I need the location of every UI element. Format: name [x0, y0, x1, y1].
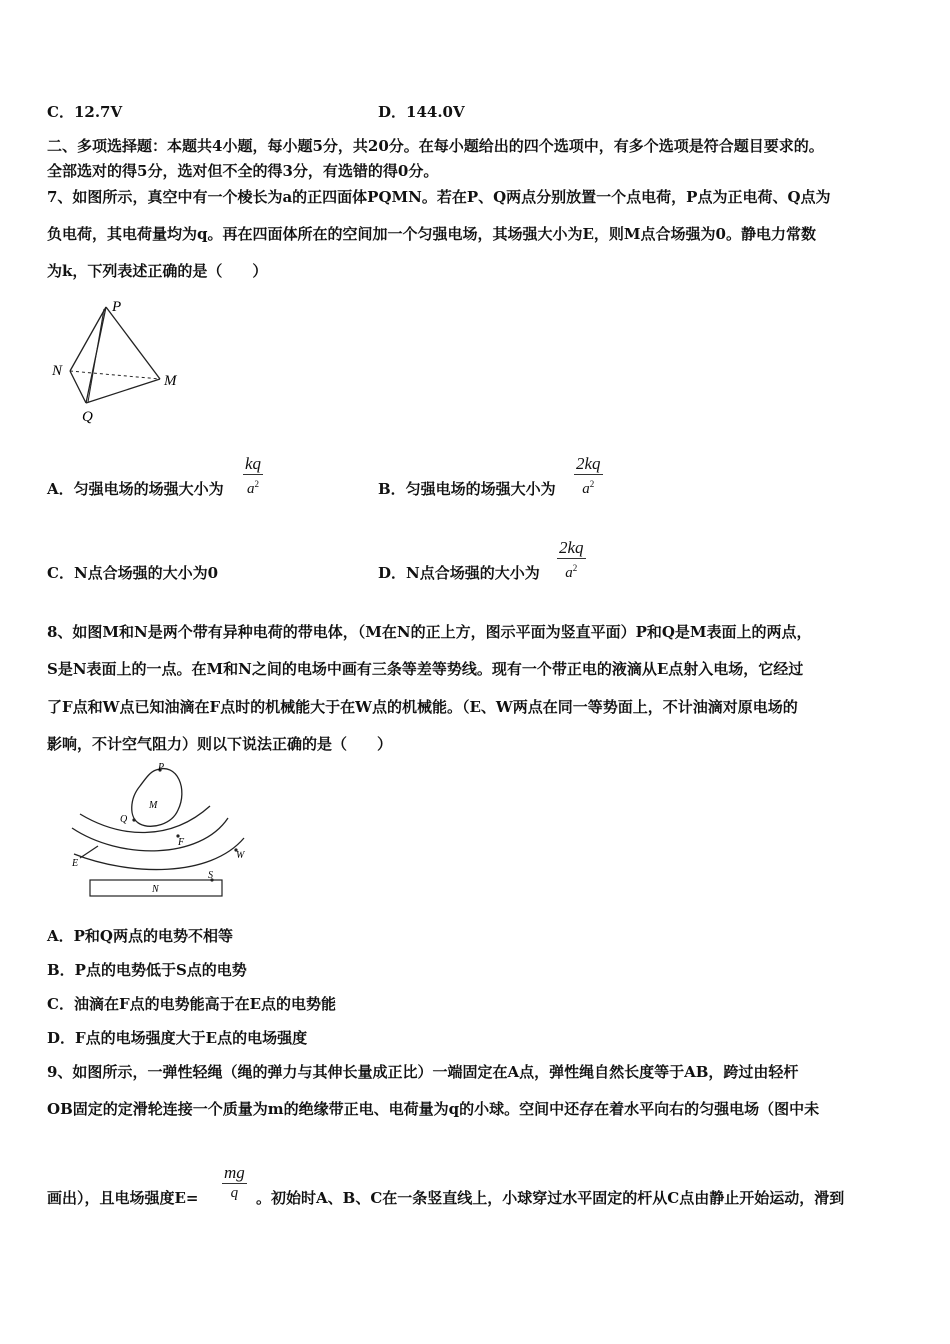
q7-tetrahedron-figure	[48, 293, 188, 428]
q8-stem-line1: 8、如图M和N是两个带有异种电荷的带电体，（M在N的正上方，图示平面为竖直平面）P和Q是M表面上的两点，	[47, 623, 812, 641]
q8-label-w: W	[236, 850, 245, 861]
section2-heading: 二、多项选择题：本题共4小题，每小题5分，共20分。在每小题给出的四个选项中，有多个选项是符合题目要求的。	[47, 137, 824, 155]
q7-label-p: P	[112, 299, 122, 315]
q7-option-c: C．N点合场强的大小为0	[47, 564, 219, 582]
q6-option-c: C．12.7V	[47, 103, 123, 121]
q7-label-q: Q	[82, 409, 93, 425]
section2-rule: 全部选对的得5分，选对但不全的得3分，有选错的得0分。	[47, 162, 439, 180]
q8-label-s: S	[208, 870, 213, 881]
q8-label-q: Q	[120, 814, 128, 825]
q8-label-m: M	[149, 800, 158, 811]
q6-option-d: D．144.0V	[378, 103, 465, 121]
q7-stem-line2: 负电荷，其电荷量均为q。再在四面体所在的空间加一个匀强电场，其场强大小为E，则M点合场强为0。静电力常数	[47, 225, 816, 243]
q7-option-b: B．匀强电场的场强大小为	[378, 480, 556, 498]
q8-label-e: E	[72, 858, 79, 869]
q9-stem-line3-pre: 画出），且电场强度E=	[47, 1189, 199, 1207]
q7-option-d-fraction: 2kq $a^2$	[559, 538, 584, 581]
q7-label-m: M	[164, 373, 177, 389]
q8-stem-line2: S是N表面上的一点。在M和N之间的电场中画有三条等差等势线。现有一个带正电的液滴从E点射入电场，它经过	[47, 660, 804, 678]
q7-label-n: N	[52, 363, 63, 379]
q7-stem-line1: 7、如图所示，真空中有一个棱长为a的正四面体PQMN。若在P、Q两点分别放置一个点电荷，P点为正电荷、Q点为	[47, 188, 831, 206]
q8-label-p: P	[158, 762, 165, 773]
q9-field-fraction: mg q	[224, 1163, 245, 1201]
q9-stem-line2: OB固定的定滑轮连接一个质量为m的绝缘带正电、电荷量为q的小球。空间中还存在着水平向右的匀强电场（图中未	[47, 1100, 820, 1118]
q7-option-d: D．N点合场强的大小为	[378, 564, 540, 582]
q8-option-d: D．F点的电场强度大于E点的电场强度	[47, 1029, 308, 1047]
q8-stem-line4: 影响，不计空气阻力）则以下说法正确的是（ ）	[47, 735, 393, 753]
q7-option-b-fraction: 2kq $a^2$	[576, 454, 601, 497]
q8-stem-line3: 了F点和W点已知油滴在F点时的机械能大于在W点的机械能。（E、W两点在同一等势面上，不计油滴对原电场的	[47, 698, 798, 716]
q8-option-a: A．P和Q两点的电势不相等	[47, 927, 233, 945]
q8-option-b: B．P点的电势低于S点的电势	[47, 961, 247, 979]
q8-equipotential-figure	[60, 758, 270, 903]
q8-label-f: F	[178, 837, 185, 848]
q8-label-n: N	[152, 884, 159, 895]
q8-option-c: C．油滴在F点的电势能高于在E点的电势能	[47, 995, 337, 1013]
q9-stem-line3-post: 。初始时A、B、C在一条竖直线上，小球穿过水平固定的杆从C点由静止开始运动，滑到	[256, 1189, 845, 1207]
q7-option-a-fraction: kq $a^2$	[245, 454, 262, 497]
q9-stem-line1: 9、如图所示，一弹性轻绳（绳的弹力与其伸长量成正比）一端固定在A点，弹性绳自然长度等于AB，跨过由轻杆	[47, 1063, 799, 1081]
q7-stem-line3: 为k，下列表述正确的是（ ）	[47, 262, 268, 280]
q7-option-a: A．匀强电场的场强大小为	[47, 480, 224, 498]
